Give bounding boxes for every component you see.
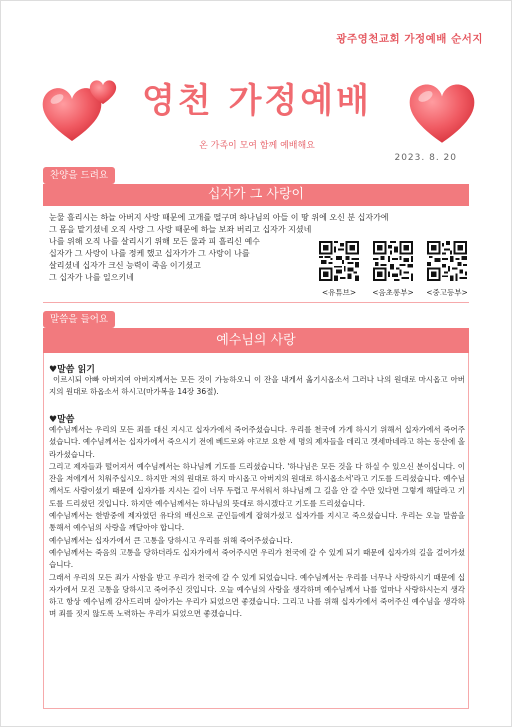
lyric-line: 눈물 흘리시는 하늘 아버지 사랑 때문에 고개를 떨구며 하나님의 아들 이 땅 위에 오신 분 십자가에 <box>49 213 389 222</box>
lyric-line: 나를 위해 오직 나를 살리시기 위해 모든 물과 피 흘리신 예수 <box>49 237 260 246</box>
qr-caption: <유튜브> <box>321 288 357 297</box>
message-paragraph: 그리고 제자들과 떨어져서 예수님께서는 하나님께 기도를 드리셨습니다. '하나님은 모든 것을 다 하실 수 있으신 분이십니다. 이 잔을 저에게서 치워주십시오. 하지만 저의 원대로 하지 마시옵고 아버지의 원대로 하시옵소서'라고 기도를 드리셨습니다. 예수님께서도 사람이셨기 때문에 십자가를 지시는 길이 너무 두렵고 무서워서 하나님께 그 길을 안 갈 수만 있다면 그렇게 해달라고 기도를 드리셨던 것입니다. 하지만 예수님께서는 하나님의 뜻대로 하시겠다고 기도를 드리셨습니다. <box>49 461 465 508</box>
message-heading: ♥말씀 <box>49 415 75 425</box>
page-subtitle: 온 가족이 모여 함께 예배해요 <box>199 141 315 151</box>
lyrics-lines-short <box>49 236 311 284</box>
qr-code-youtube[interactable] <box>319 241 359 298</box>
message-paragraph: 예수님께서는 한밤중에 제자였던 유다의 배신으로 군인들에게 잡혀가셨고 십자가를 지시고 죽으셨습니다. 우리는 오늘 말씀을 통해서 예수님의 사랑을 깨달아야 합니다. <box>49 511 465 533</box>
qr-code-score[interactable] <box>427 241 467 298</box>
message-paragraph: 그래서 우리의 모든 죄가 사함을 받고 우리가 천국에 갈 수 있게 되었습니다. 예수님께서는 우리를 너무나 사랑하시기 때문에 십자가에서 모진 고통을 당하시고 죽어주신 것입니다. 오늘 예수님의 사랑을 생각하며 예수님께서 나를 얼마나 사랑하시는지 생각하고 항상 예수님께 감사드리며 살아가는 우리가 되었으면 좋겠습니다. 그리고 나를 위해 십자가에서 죽어주신 예수님을 생각하며 죄를 짓지 않도록 노력하는 우리가 되었으면 좋겠습니다. <box>49 572 465 619</box>
qr-code-icon <box>373 241 413 281</box>
page-title: 영천 가정예배 <box>142 81 372 121</box>
message-paragraph: 예수님께서는 우리의 모든 죄를 대신 지시고 십자가에서 죽어주셨습니다. 우리를 천국에 가게 하시기 위해서 십자가에서 죽어주셨습니다. 예수님께서는 십자가에서 죽으시기 전에 베드로와 야고보 요한 세 명의 제자들을 데리고 겟세마네라고 하는 동산에 올라가셨습니다. <box>49 425 465 459</box>
reading-text: 이르시되 아빠 아버지여 아버지께서는 모든 것이 가능하오니 이 잔을 내게서 옮기시옵소서 그러나 나의 원대로 마시옵고 아버지의 원대로 하옵소서 하시고(마가복음 14장 36절). <box>49 375 465 397</box>
lyrics-box <box>43 209 469 303</box>
sermon-box <box>43 353 469 709</box>
qr-caption: <중고등부> <box>426 288 468 297</box>
qr-code-icon <box>319 241 359 281</box>
lyric-line: 그 십자가 나를 일으키네 <box>49 273 134 282</box>
word-section-tag: 말씀을 들어요 <box>43 311 115 328</box>
message-paragraph: 예수님께서는 십자가에서 큰 고통을 당하시고 우리를 위해 죽어주셨습니다. <box>49 535 293 545</box>
message-paragraph: 예수님께서는 죽음의 고통을 당하더라도 십자가에서 죽어주시면 우리가 천국에 갈 수 있게 되기 때문에 십자가의 길을 걸어가셨습니다. <box>49 547 465 570</box>
song-title-banner: 십자가 그 사랑이 <box>43 184 469 206</box>
reading-heading: ♥말씀 읽기 <box>49 365 95 375</box>
church-name: 광주영천교회 가정예배 순서지 <box>336 33 483 45</box>
lyrics-lines-full <box>49 212 463 236</box>
qr-code-music[interactable] <box>373 241 413 298</box>
qr-caption: <음초롱부> <box>372 288 414 297</box>
qr-code-icon <box>427 241 467 281</box>
lyric-line: 그 몸을 맡기셨네 오직 사랑 그 사랑 때문에 하늘 보좌 버리고 십자가 지셨네 <box>49 225 312 234</box>
message-body <box>49 424 465 621</box>
sermon-title-banner: 예수님의 사랑 <box>43 328 469 353</box>
lyric-line: 십자가 그 사랑이 나를 정케 했고 십자가가 그 사랑이 나를 <box>49 249 250 258</box>
praise-section-tag: 찬양을 드려요 <box>43 167 115 184</box>
worship-date: 2023. 8. 20 <box>394 153 457 163</box>
lyric-line: 살리셨네 십자가 크신 능력이 죽음 이기셨고 <box>49 261 201 270</box>
